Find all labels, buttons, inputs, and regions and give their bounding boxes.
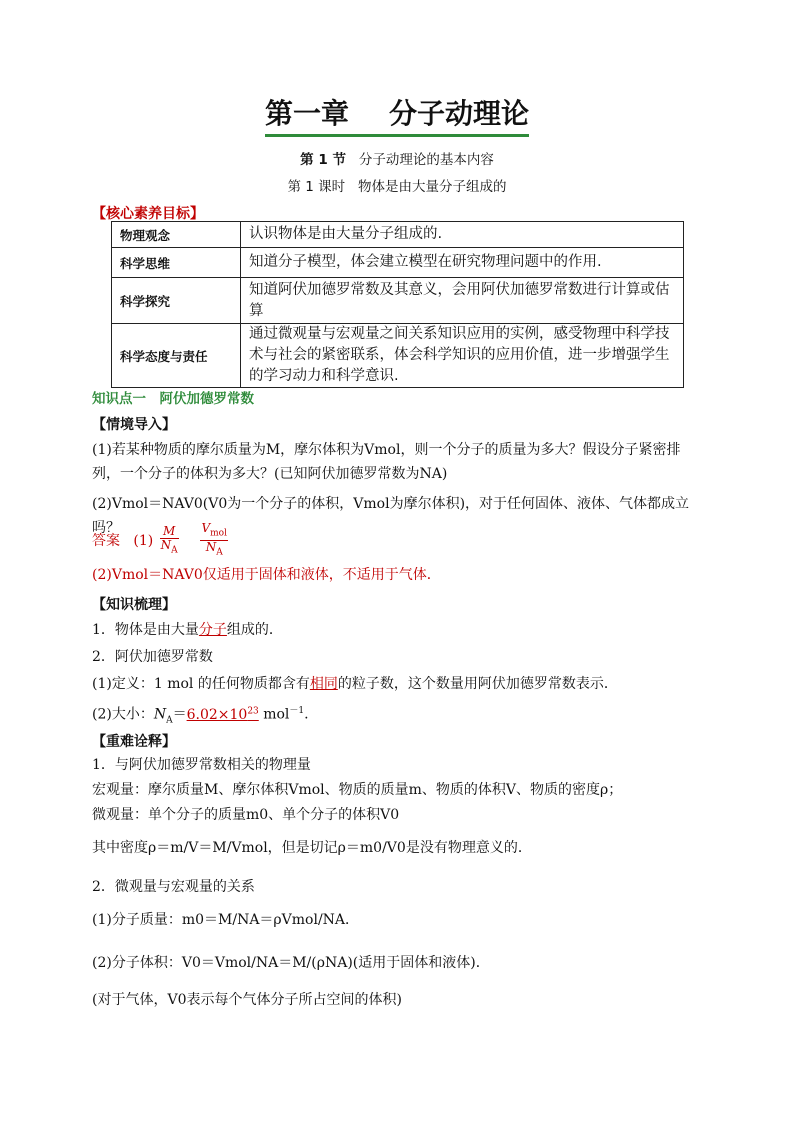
question-1: (1)若某种物质的摩尔质量为M，摩尔体积为Vmol，则一个分子的质量为多大？假设分子紧密排列，一个分子的体积为多大？(已知阿伏加德罗常数为NA) <box>92 442 681 482</box>
knowledge-2-value: (2)大小：$N_A=6.02\times 10^{23}$ mol$^{-1}$. <box>92 706 309 726</box>
answer-label: 答案 <box>92 532 120 549</box>
chapter-name: 分子动理论 <box>389 97 530 130</box>
difficulty-1: 1．与阿伏加德罗常数相关的物理量 <box>92 757 311 773</box>
section-heading <box>0 148 794 168</box>
lesson-name: 物体是由大量分子组成的 <box>358 179 507 195</box>
section-number: 第 1 节 <box>300 152 346 168</box>
lesson-heading <box>0 175 794 195</box>
chapter-title-underlined <box>265 92 529 137</box>
goal-value: 知道阿伏加德罗常数及其意义，会用阿伏加德罗常数进行计算或估算 <box>241 278 684 324</box>
goals-row <box>112 324 684 388</box>
gas-note: (对于气体，V0表示每个气体分子所占空间的体积) <box>92 992 402 1008</box>
answer-1: 答案 (1) $\frac{M}{N_A}$ $\frac{V_{mol}}{N_A}$ <box>92 521 227 558</box>
value-prefix: (2)大小： <box>92 706 154 723</box>
goal-key: 科学态度与责任 <box>112 324 241 388</box>
chapter-number: 第一章 <box>264 97 349 130</box>
goal-value: 通过微观量与宏观量之间关系知识应用的实例，感受物理中科学技术与社会的紧密联系，体会科学知识的应用价值，进一步增强学生的学习动力和科学意识. <box>241 324 684 388</box>
goals-row <box>112 222 684 248</box>
value-unit: mol <box>263 706 290 723</box>
difficulty-2: 2．微观量与宏观量的关系 <box>92 879 255 895</box>
answer-fraction-volume: $\frac{V_{mol}}{N_A}$ <box>201 521 227 558</box>
goals-row <box>112 248 684 278</box>
core-goals-heading: 【核心素养目标】 <box>92 206 204 222</box>
intro-heading: 【情境导入】 <box>92 417 176 433</box>
avogadro-value: $6.02\times 10^{23}$ <box>186 706 259 723</box>
goal-key: 科学思维 <box>112 248 241 278</box>
underlined-keyword: 相同 <box>309 676 338 692</box>
goal-key: 科学探究 <box>112 278 241 324</box>
goal-value: 知道分子模型，体会建立模型在研究物理问题中的作用. <box>241 248 684 278</box>
chapter-title <box>0 92 794 137</box>
goals-table <box>111 221 684 388</box>
section-name: 分子动理论的基本内容 <box>358 152 494 168</box>
molecule-volume: (2)分子体积：V0＝Vmol/NA＝M/(ρNA)(适用于固体和液体)． <box>92 955 490 971</box>
difficulty-heading: 【重难诠释】 <box>92 734 176 750</box>
knowledge-1: 1．物体是由大量分子组成的． <box>92 622 283 638</box>
question-2: (2)Vmol＝NAV0(V0为一个分子的体积，Vmol为摩尔体积)，对于任何固体、液体、气体都成立吗？ <box>92 496 690 536</box>
answer-2: (2)Vmol＝NAV0仅适用于固体和液体，不适用于气体． <box>92 567 441 583</box>
macro-quantities: 宏观量：摩尔质量M、摩尔体积Vmol、物质的质量m、物质的体积V、物质的密度ρ； <box>92 782 623 798</box>
density-line: 其中密度ρ＝m/V＝M/Vmol，但是切记ρ＝m0/V0是没有物理意义的． <box>92 840 532 856</box>
goal-key: 物理观念 <box>112 222 241 248</box>
micro-quantities: 微观量：单个分子的质量m0、单个分子的体积V0 <box>92 807 400 823</box>
lesson-number: 第 1 课时 <box>287 179 346 195</box>
goals-row <box>112 278 684 324</box>
molecule-mass: (1)分子质量：m0＝M/NA＝ρVmol/NA． <box>92 912 360 928</box>
knowledge-2: 2．阿伏加德罗常数 <box>92 649 213 665</box>
knowledge-2-definition: (1)定义：1 mol 的任何物质都含有相同的粒子数，这个数量用阿伏加德罗常数表示． <box>92 676 618 692</box>
sort-heading: 【知识梳理】 <box>92 597 176 613</box>
knowledge-point-title: 知识点一 阿伏加德罗常数 <box>92 391 254 407</box>
goal-value: 认识物体是由大量分子组成的. <box>241 222 684 248</box>
answer-fraction-mass: $\frac{M}{N_A}$ <box>160 523 178 556</box>
underlined-keyword: 分子 <box>198 622 227 638</box>
